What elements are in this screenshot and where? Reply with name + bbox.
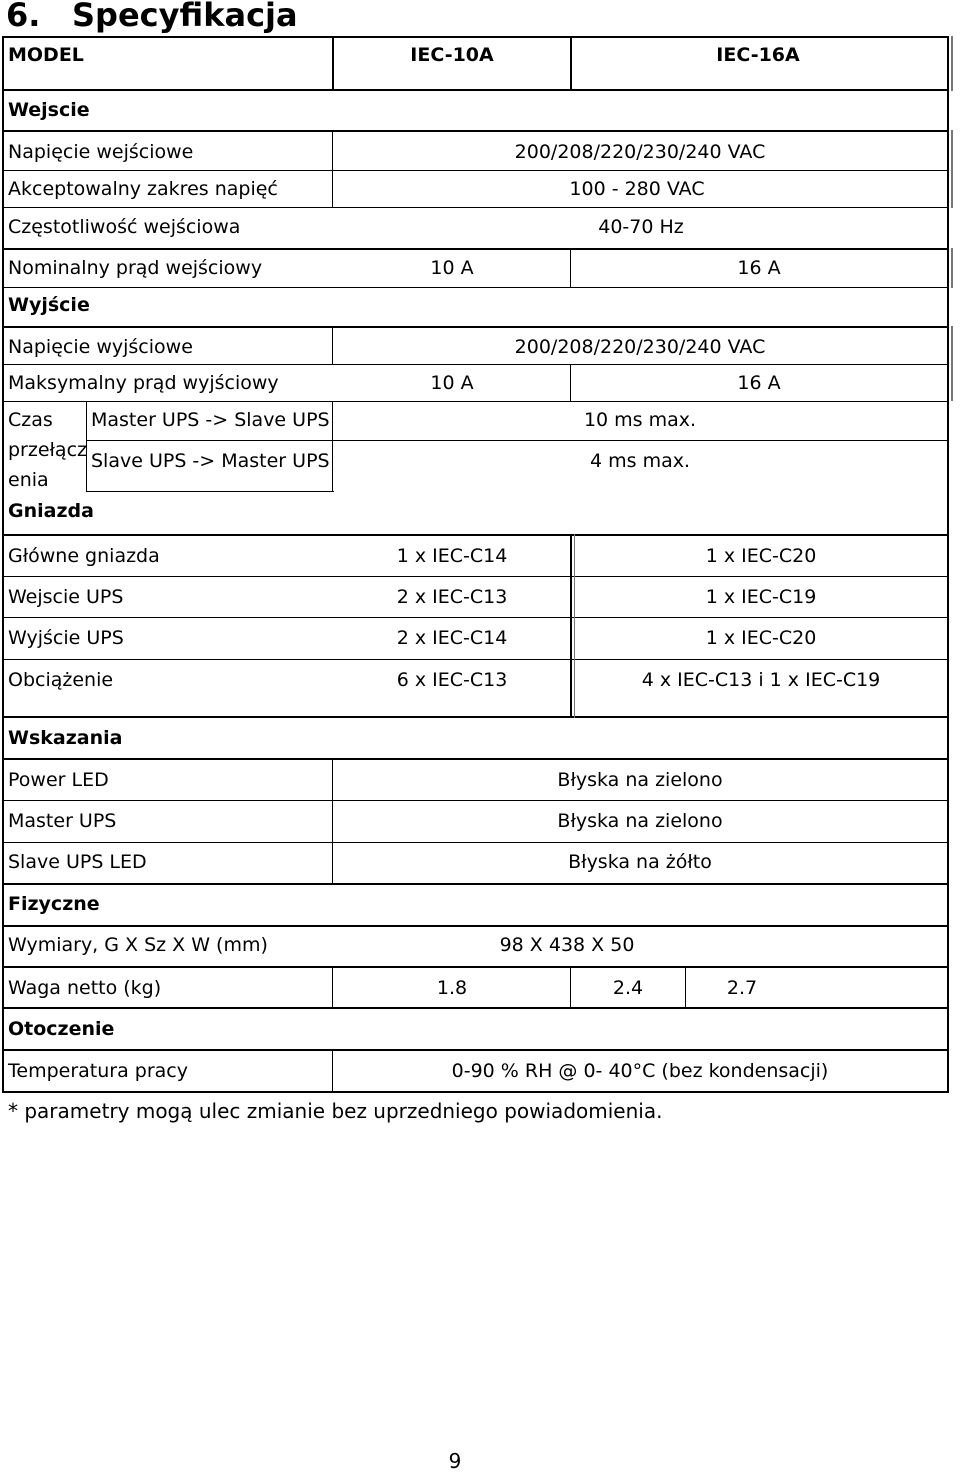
input-current-16a: 16 A [737, 257, 781, 279]
indicator-row-value: Błyska na zielono [557, 769, 723, 791]
input-voltage-value: 200/208/220/230/240 VAC [514, 141, 766, 163]
net-weight-value-b: 2.4 [612, 977, 644, 999]
socket-row-label: Wyjście UPS [8, 627, 124, 649]
slave-to-master-value: 4 ms max. [589, 450, 691, 472]
indicators-section-title: Wskazania [8, 727, 123, 749]
socket-row-label: Główne gniazda [8, 545, 160, 567]
output-current-10a: 10 A [430, 372, 474, 394]
socket-row-iec16a: 1 x IEC-C20 [705, 627, 817, 649]
input-voltage-label: Napięcie wejściowe [8, 141, 194, 163]
socket-row-iec10a: 2 x IEC-C13 [396, 586, 508, 608]
operating-temperature-value: 0-90 % RH @ 0- 40°C (bez kondensacji) [451, 1060, 829, 1082]
sockets-section-title: Gniazda [8, 500, 94, 522]
input-section-title: Wejscie [8, 99, 90, 121]
output-current-label: Maksymalny prąd wyjściowy [8, 372, 279, 394]
socket-row-iec10a: 6 x IEC-C13 [396, 669, 508, 691]
indicator-row-value: Błyska na żółto [568, 851, 712, 873]
net-weight-value-c: 2.7 [726, 977, 758, 999]
socket-row-iec10a: 2 x IEC-C14 [396, 627, 508, 649]
switch-time-label-line2: przełącz [8, 439, 87, 461]
section-number: 6. [6, 0, 41, 34]
voltage-range-value: 100 - 280 VAC [569, 178, 705, 200]
net-weight-value-a: 1.8 [436, 977, 468, 999]
net-weight-label: Waga netto (kg) [8, 977, 162, 999]
section-title: Specyfikacja [72, 0, 298, 34]
model-iec10a-header: IEC-10A [410, 44, 494, 66]
footnote: * parametry mogą ulec zmianie bez uprzedniego powiadomienia. [8, 1099, 663, 1123]
master-to-slave-value: 10 ms max. [583, 409, 697, 431]
socket-row-label: Wejscie UPS [8, 586, 124, 608]
environment-section-title: Otoczenie [8, 1018, 115, 1040]
indicator-row-label: Slave UPS LED [8, 851, 147, 873]
switch-time-label-line3: enia [8, 469, 49, 491]
voltage-range-label: Akceptowalny zakres napięć [8, 178, 278, 200]
dimensions-value: 98 X 438 X 50 [499, 934, 635, 956]
output-current-16a: 16 A [737, 372, 781, 394]
page-number: 9 [448, 1449, 462, 1473]
operating-temperature-label: Temperatura pracy [8, 1060, 188, 1082]
model-iec16a-header: IEC-16A [716, 44, 800, 66]
input-current-label: Nominalny prąd wejściowy [8, 257, 263, 279]
input-frequency-label: Częstotliwość wejściowa [8, 216, 241, 238]
indicator-row-value: Błyska na zielono [557, 810, 723, 832]
input-frequency-value: 40-70 Hz [598, 216, 684, 238]
socket-row-iec16a: 1 x IEC-C19 [705, 586, 817, 608]
indicator-row-label: Master UPS [8, 810, 117, 832]
dimensions-label: Wymiary, G X Sz X W (mm) [8, 934, 268, 956]
switch-time-label-line1: Czas [8, 409, 53, 431]
socket-row-iec10a: 1 x IEC-C14 [396, 545, 508, 567]
socket-row-iec16a: 1 x IEC-C20 [705, 545, 817, 567]
output-voltage-label: Napięcie wyjściowe [8, 336, 193, 358]
master-to-slave-label: Master UPS -> Slave UPS [91, 409, 330, 431]
slave-to-master-label: Slave UPS -> Master UPS [91, 450, 330, 472]
model-header: MODEL [8, 44, 84, 66]
indicator-row-label: Power LED [8, 769, 109, 791]
output-section-title: Wyjście [8, 294, 90, 316]
socket-row-label: Obciążenie [8, 669, 114, 691]
output-voltage-value: 200/208/220/230/240 VAC [514, 336, 766, 358]
section-heading [6, 0, 298, 34]
input-current-10a: 10 A [430, 257, 474, 279]
physical-section-title: Fizyczne [8, 893, 100, 915]
socket-row-iec16a: 4 x IEC-C13 i 1 x IEC-C19 [641, 669, 881, 691]
